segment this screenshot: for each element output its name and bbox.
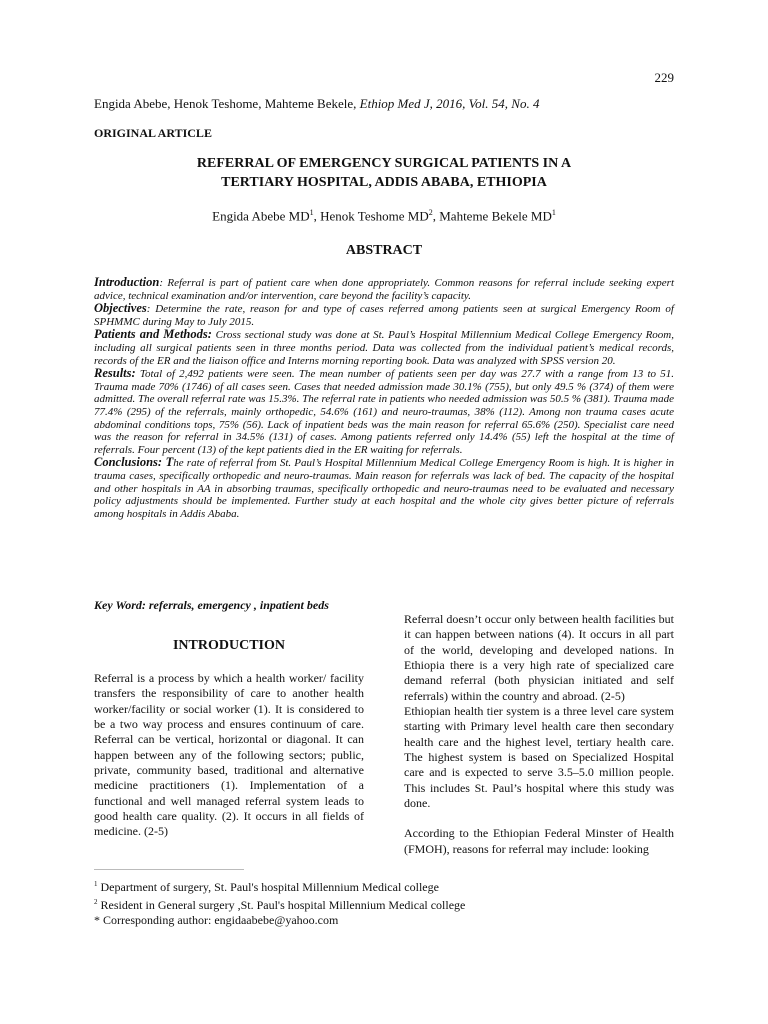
footnote-2-text: Resident in General surgery ,St. Paul's hospital Millennium Medical college	[97, 898, 466, 912]
right-column	[404, 612, 674, 857]
footnote-1-text: Department of surgery, St. Paul's hospital Millennium Medical college	[97, 880, 439, 894]
results-text: Total of 2,492 patients were seen. The mean number of patients seen per day was 27.7 with a range from 13 to 51. Trauma made 70% (1746) of all cases seen. Cases that needed admission made 30.1% (755), but only 49.5 % (374) of them were admitted. The overall referral rate was 15.3%. The referral rate in patients who needed admission was 50.5 % (381). Trauma made 77.4% (295) of the referrals, mainly orthopedic, 54.6% (161) and neuro-traumas, 38% (112). Among non trauma cases acute abdominal conditions tops, 75% (56). Lack of inpatient beds was the main reason for referral 65.6% (250). Specialist care need was the reason for referral in 34.5% (131) of cases. Among patients referred only 14.4% (55) left the hospital at the time of referrals. Four percent (13) of the kept patients died in the ER waiting for referrals.	[94, 368, 674, 456]
introduction-heading: INTRODUCTION	[172, 638, 285, 653]
author-1: Engida Abebe MD	[212, 208, 310, 224]
citation-journal: Ethiop Med J, 2016, Vol. 54, No. 4	[359, 96, 540, 111]
intro-paragraph-3: Ethiopian health tier system is a three level care system starting with Primary level health care then secondary health care and the highest level, tertiary health care. The highest system is based on Specialized Hospital care and is expected to serve 3.5–5.0 million people. This includes St. Paul’s hospital where this study was done.	[404, 704, 674, 811]
article-title	[94, 154, 674, 192]
footnote-2-marker: 2	[94, 898, 98, 906]
abstract-heading: ABSTRACT	[345, 243, 423, 258]
author-1-affiliation: 1	[309, 208, 314, 217]
author-2: , Henok Teshome MD	[313, 208, 429, 224]
author-list	[94, 208, 674, 224]
intro-paragraph-2: Referral doesn’t occur only between health facilities but it can happen between nations (4). It occurs in all part of the world, developing and developed nations. In Ethiopia there is a very high rate of specialized care demand referral (both physician initiated and self referrals) within the country and abroad. (2-5)	[404, 612, 674, 703]
footnote-1-marker: 1	[94, 880, 98, 888]
footnotes	[94, 877, 465, 928]
left-column	[94, 671, 364, 840]
page-number: 229	[654, 70, 674, 85]
article-type: ORIGINAL ARTICLE	[94, 126, 212, 140]
intro-paragraph-4: According to the Ethiopian Federal Minster of Health (FMOH), reasons for referral may include: looking	[404, 826, 674, 856]
citation-line	[94, 96, 539, 112]
objectives-text: : Determine the rate, reason for and type of cases referred among patients seen at surgical Emergency Room of SPHMMC during May to July 2015.	[94, 303, 674, 328]
footnote-corresponding: * Corresponding author: engidaabebe@yahoo.com	[94, 913, 339, 927]
introduction-label: Introduction	[94, 275, 160, 289]
conclusions-text: he rate of referral from St. Paul’s Hospital Millennium Medical College Emergency Room is high. It is higher in trauma cases, specifically orthopedic and neuro-traumas. Main reason for referrals was lack of bed. The capacity of the hospital and other hospitals in AA in absorbing traumas, specifically orthopedic and neuro-traumas need to be evaluated and necessary policy adjustments should be implemented. Further study at each hospital and the whole city gives better picture of referrals among hospitals in Addis Ababa.	[94, 457, 675, 520]
objectives-label: Objectives	[94, 301, 147, 316]
abstract-objectives	[94, 302, 674, 328]
footnote-2	[94, 895, 465, 913]
methods-label: Patients and Methods:	[94, 327, 212, 342]
author-3-affiliation: 1	[551, 208, 556, 217]
title-line-1: REFERRAL OF EMERGENCY SURGICAL PATIENTS IN A	[196, 156, 572, 171]
abstract-body	[94, 276, 674, 520]
results-label: Results:	[94, 366, 136, 381]
intro-paragraph-1: Referral is a process by which a health worker/ facility transfers the responsibility of care to another health worker/facility or social worker (1). It is considered to be a two way process and ensures continuum of care. Referral can be vertical, horizontal or diagonal. It can happen between any of the following sectors; public, private, community based, traditional and alternative medicine practitioners (1). Implementation of a functional and well managed referral system leads to good health care quality. (2). It occurs in all fields of medicine. (2-5)	[94, 671, 364, 839]
introduction-text: : Referral is part of patient care when done appropriately. Common reasons for referral include seeking expert advice, technical examination and/or intervention, care beyond the facility’s capacity.	[94, 277, 674, 302]
methods-text: Cross sectional study was done at St. Paul’s Hospital Millennium Medical College Emergency Room, including all surgical patients seen in three months period. Data was collected from the individual patient’s medical records, records of the ER and the liaison office and Interns morning reporting book. Data was analyzed with SPSS version 20.	[94, 329, 674, 367]
keywords: Key Word: referrals, emergency , inpatient beds	[94, 598, 329, 612]
abstract-methods	[94, 328, 674, 367]
title-line-2: TERTIARY HOSPITAL, ADDIS ABABA, ETHIOPIA	[221, 175, 547, 190]
footnote-divider	[94, 869, 244, 870]
citation-authors: Engida Abebe, Henok Teshome, Mahteme Bekele,	[94, 96, 357, 111]
abstract-results	[94, 367, 674, 456]
author-2-affiliation: 2	[428, 208, 433, 217]
conclusions-label: Conclusions: T	[94, 455, 174, 470]
author-3: , Mahteme Bekele MD	[432, 208, 552, 224]
abstract-conclusions	[94, 456, 674, 520]
footnote-1	[94, 877, 465, 895]
abstract-introduction	[94, 276, 674, 302]
